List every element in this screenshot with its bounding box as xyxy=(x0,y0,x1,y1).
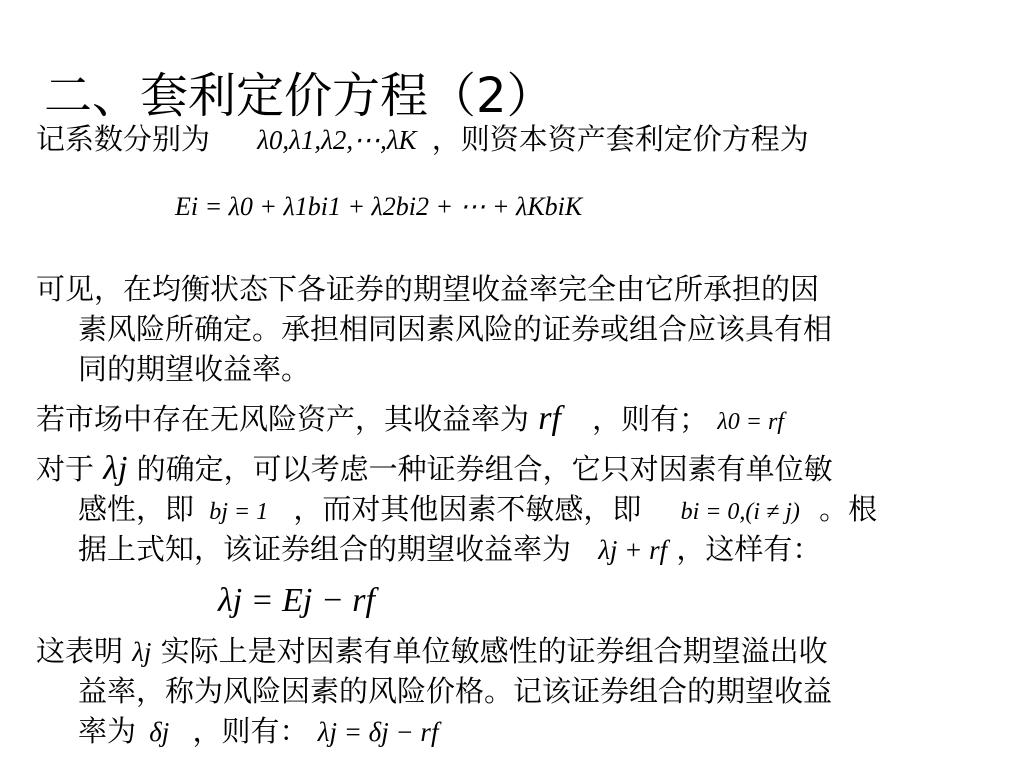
then-have-text: ，则有： xyxy=(192,714,309,748)
apt-equation: Ei = λ0 + λ1bi1 + λ2bi2 + ⋯ + λKbiK xyxy=(175,192,583,221)
paragraph-risk-free xyxy=(36,400,784,441)
paragraph-lambda-j-line-1 xyxy=(36,450,833,488)
lambda-j-plus-rf-expression: λj + rf xyxy=(598,535,668,565)
root-text: 。根 xyxy=(819,492,878,526)
paragraph-equilibrium-line-1: 可见，在均衡状态下各证券的期望收益率完全由它所承担的因 xyxy=(36,272,820,306)
risk-price-description-text: 实际上是对因素有单位敏感性的证券组合期望溢出收 xyxy=(160,634,828,668)
paragraph-risk-price-line-3 xyxy=(36,712,438,751)
coefficients-outro-text: ，则资本资产套利定价方程为 xyxy=(431,122,809,156)
rate-is-text: 率为 xyxy=(78,714,137,748)
lambda-j-equation: λj = Ej − rf xyxy=(218,582,375,619)
lambda-j-symbol-2: λj xyxy=(132,637,152,667)
delta-j-symbol: δj xyxy=(149,717,170,747)
unit-sensitivity-text: 感性，即 xyxy=(78,492,195,526)
lambda-j-description-text: 的确定，可以考虑一种证券组合，它只对因素有单位敏 xyxy=(136,452,833,486)
thus-text: ，这样有： xyxy=(676,532,822,566)
shows-text: 这表明 xyxy=(36,634,124,668)
slide-title: 二、套利定价方程（2） xyxy=(44,68,555,125)
expected-return-text: 据上式知，该证券组合的期望收益率为 xyxy=(78,532,572,566)
other-factors-text: ，而对其他因素不敏感，即 xyxy=(293,492,642,526)
paragraph-lambda-j-line-2 xyxy=(36,490,877,531)
lambda-j-symbol: λj xyxy=(103,450,128,487)
risk-free-then-text: ，则有； xyxy=(592,402,709,436)
lambda-j-intro-text: 对于 xyxy=(36,452,95,486)
risk-free-intro-text: 若市场中存在无风险资产，其收益率为 xyxy=(36,402,530,436)
bi-equals-zero-equation: bi = 0,(i ≠ j) xyxy=(680,499,800,525)
paragraph-risk-price-line-2: 益率，称为风险因素的风险价格。记该证券组合的期望收益 xyxy=(78,674,833,708)
paragraph-equilibrium-line-2: 素风险所确定。承担相同因素风险的证券或组合应该具有相 xyxy=(78,312,833,346)
lambda-coefficient-list: λ0,λ1,λ2,⋯,λK xyxy=(257,125,417,155)
paragraph-equilibrium-line-3: 同的期望收益率。 xyxy=(78,352,311,386)
risk-free-rate-symbol: rf xyxy=(538,400,561,437)
coefficients-intro-text: 记系数分别为 xyxy=(36,122,211,156)
lambda-zero-equation: λ0 = rf xyxy=(717,409,784,435)
lambda-delta-equation: λj = δj − rf xyxy=(317,717,439,747)
paragraph-lambda-j-line-3 xyxy=(36,530,821,569)
paragraph-risk-price-line-1 xyxy=(36,632,828,671)
paragraph-coefficients xyxy=(36,120,809,159)
bj-equals-one-equation: bj = 1 xyxy=(209,499,269,525)
